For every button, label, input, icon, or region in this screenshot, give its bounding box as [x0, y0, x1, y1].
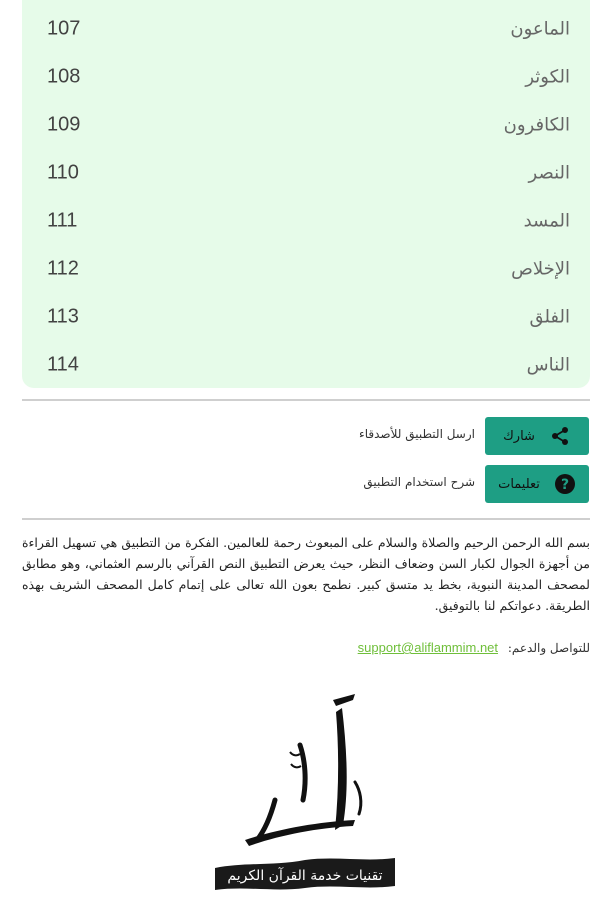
- divider: [22, 399, 590, 401]
- divider: [22, 518, 590, 520]
- surah-number: 114: [47, 353, 79, 376]
- surah-list: [22, 0, 590, 388]
- surah-row[interactable]: [22, 149, 590, 197]
- surah-row[interactable]: [22, 341, 590, 389]
- surah-number: 112: [47, 257, 79, 280]
- share-button[interactable]: [485, 417, 589, 455]
- surah-number: 109: [47, 113, 81, 136]
- surah-row[interactable]: [22, 293, 590, 341]
- surah-name: الفلق: [529, 306, 570, 328]
- surah-name: الكوثر: [525, 66, 570, 88]
- surah-number: 108: [47, 65, 81, 88]
- surah-name: المسد: [523, 210, 570, 232]
- surah-number: 110: [47, 161, 79, 184]
- logo: [205, 690, 405, 900]
- help-description: شرح استخدام التطبيق: [363, 475, 475, 489]
- surah-number: 111: [47, 209, 78, 232]
- surah-name: الناس: [526, 354, 570, 376]
- surah-name: الماعون: [510, 18, 570, 40]
- help-button-label: تعليمات: [498, 476, 540, 492]
- share-button-label: شارك: [503, 428, 535, 444]
- surah-row[interactable]: [22, 197, 590, 245]
- share-icon: [549, 425, 571, 447]
- help-button[interactable]: [485, 465, 589, 503]
- help-circle-icon: [554, 473, 576, 495]
- support-email-link[interactable]: support@aliflammim.net: [357, 640, 499, 655]
- surah-row[interactable]: [22, 5, 590, 53]
- surah-name: الإخلاص: [511, 258, 570, 280]
- surah-number: 113: [47, 305, 79, 328]
- contact-label: للتواصل والدعم:: [507, 641, 590, 655]
- surah-row[interactable]: [22, 101, 590, 149]
- surah-row[interactable]: [22, 245, 590, 293]
- surah-name: النصر: [528, 162, 570, 184]
- share-description: ارسل التطبيق للأصدقاء: [359, 427, 475, 441]
- surah-name: الكافرون: [503, 114, 570, 136]
- logo-caption: تقنيات خدمة القرآن الكريم: [227, 868, 383, 884]
- about-text: بسم الله الرحمن الرحيم والصلاة والسلام على المبعوث رحمة للعالمين. الفكرة من التطبيق هي تسهيل القراءة من أجهزة الجوال لكبار السن وضعاف النظر، حيث يعرض التطبيق النص القرآني بالرسم العثماني، وهو مطابق لمصحف المدينة النبوية، بخط يد متسق كبير. نطمح بعون الله تعالى على إتمام كامل المصحف الشريف بهذه الطريقة. دعواتكم لنا بالتوفيق.: [22, 535, 590, 613]
- surah-number: 107: [47, 17, 81, 40]
- surah-row[interactable]: [22, 53, 590, 101]
- contact-line: [358, 640, 590, 655]
- svg-text:?: ?: [560, 477, 569, 493]
